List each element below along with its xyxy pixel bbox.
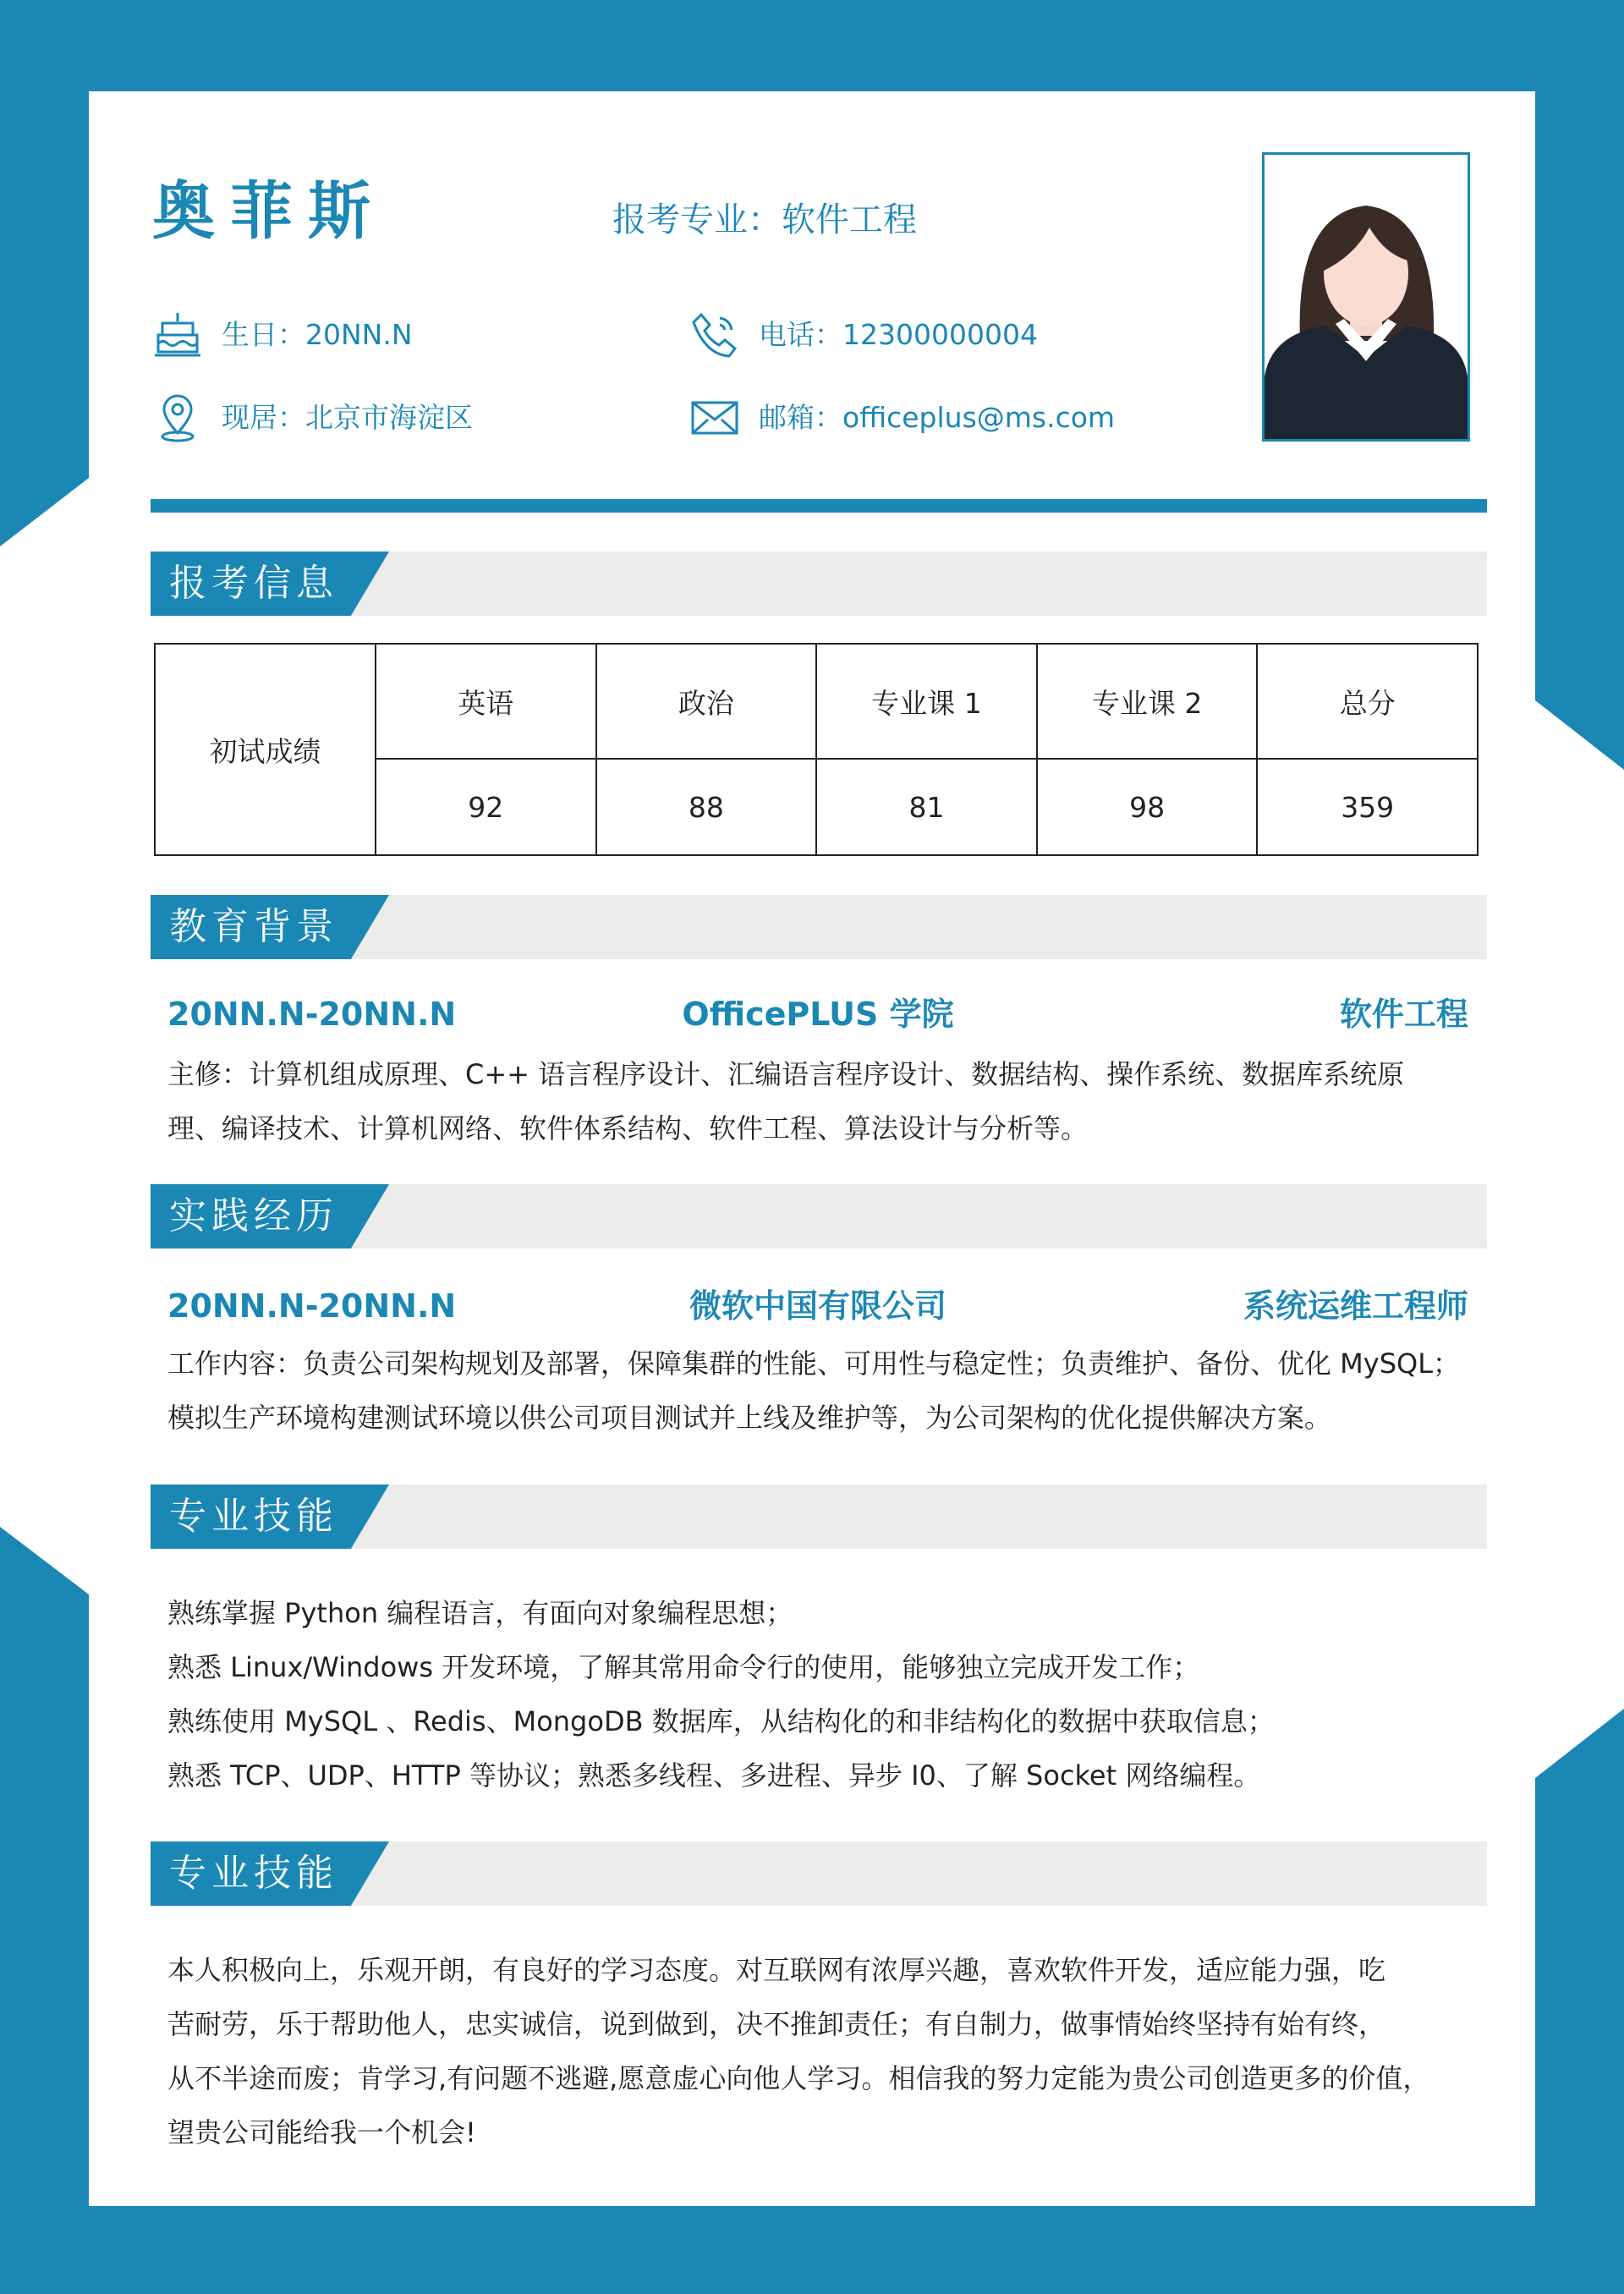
text-line: 主修：计算机组成原理、C++ 语言程序设计、汇编语言程序设计、数据结构、操作系统、数据库系统原: [167, 1058, 1405, 1090]
education-date: 20NN.N-20NN.N: [167, 996, 457, 1033]
education-major: 软件工程: [1339, 996, 1468, 1033]
location-item: [152, 392, 473, 443]
phone-item: [689, 310, 1038, 360]
practice-date: 20NN.N-20NN.N: [167, 1287, 457, 1325]
phone-text: 电话：12300000004: [759, 318, 1038, 351]
portrait-avatar: [1265, 155, 1468, 439]
section-header-practice: [151, 1184, 1487, 1249]
text-line: 理、编译技术、计算机网络、软件体系结构、软件工程、算法设计与分析等。: [167, 1112, 1089, 1144]
text-line: 从不半途而废；肯学习,有问题不逃避,愿意虚心向他人学习。相信我的努力定能为贵公司创造更多的价值，: [167, 2062, 1430, 2094]
candidate-name: 奥菲斯: [152, 175, 386, 248]
section-title: 专业技能: [169, 1852, 338, 1895]
section-header-exam: [151, 552, 1487, 616]
score-table: [154, 643, 1479, 856]
subject-header: 总分: [1257, 644, 1478, 759]
text-line: 望贵公司能给我一个机会!: [167, 2116, 476, 2149]
score-cell: 359: [1257, 759, 1478, 855]
row-label: 初试成绩: [155, 644, 376, 855]
cake-icon: [152, 310, 203, 360]
job-role: 系统运维工程师: [1243, 1287, 1468, 1325]
skill-line: 熟悉 Linux/Windows 开发环境，了解其常用命令行的使用，能够独立完成开发工作；: [167, 1651, 1200, 1683]
profile-photo: [1262, 152, 1470, 442]
score-cell: 98: [1037, 759, 1258, 855]
section-title: 专业技能: [169, 1495, 338, 1538]
score-cell: 88: [596, 759, 817, 855]
section-title: 实践经历: [169, 1194, 338, 1238]
text-line: 苦耐劳，乐于帮助他人，忠实诚信，说到做到，决不推卸责任；有自制力，做事情始终坚持有始有终，: [167, 2008, 1386, 2040]
skill-line: 熟练掌握 Python 编程语言，有面向对象编程思想；: [167, 1597, 793, 1629]
section-header-self-eval: [151, 1841, 1487, 1906]
subject-header: 英语: [376, 644, 596, 759]
practice-description: [167, 1336, 1474, 1445]
mail-icon: [689, 392, 740, 443]
birthday-text: 生日：20NN.N: [222, 318, 413, 351]
header-divider: [151, 499, 1487, 513]
education-entry: [167, 991, 1468, 1038]
applied-major: 报考专业：软件工程: [612, 200, 917, 239]
education-description: [167, 1047, 1474, 1155]
skill-line: 熟悉 TCP、UDP、HTTP 等协议；熟悉多线程、多进程、异步 I0、了解 Socket 网络编程。: [167, 1759, 1261, 1792]
subject-header: 政治: [596, 644, 817, 759]
text-line: 本人积极向上，乐观开朗，有良好的学习态度。对互联网有浓厚兴趣，喜欢软件开发，适应能力强，吃: [167, 1954, 1386, 1986]
subject-header: 专业课 2: [1037, 644, 1258, 759]
section-title: 教育背景: [169, 905, 338, 948]
email-text: 邮箱：officeplus@ms.com: [759, 401, 1116, 434]
location-pin-icon: [152, 392, 203, 443]
score-cell: 81: [816, 759, 1037, 855]
subject-header: 专业课 1: [816, 644, 1037, 759]
text-line: 模拟生产环境构建测试环境以供公司项目测试并上线及维护等，为公司架构的优化提供解决方案。: [167, 1402, 1332, 1434]
score-cell: 92: [376, 759, 596, 855]
phone-icon: [689, 310, 740, 360]
table-row: [155, 644, 1478, 759]
skill-line: 熟练使用 MySQL 、Redis、MongoDB 数据库，从结构化的和非结构化的数据中获取信息；: [167, 1705, 1275, 1737]
text-line: 工作内容：负责公司架构规划及部署，保障集群的性能、可用性与稳定性；负责维护、备份、优化 MySQL；: [167, 1347, 1461, 1380]
location-text: 现居：北京市海淀区: [222, 401, 473, 434]
self-evaluation: [167, 1943, 1474, 2160]
skills-list: [167, 1586, 1474, 1803]
company-name: 微软中国有限公司: [689, 1287, 946, 1325]
section-title: 报考信息: [169, 562, 338, 605]
section-header-education: [151, 895, 1487, 959]
school-name: OfficePLUS 学院: [682, 996, 954, 1033]
email-item: [689, 392, 1115, 443]
practice-entry: [167, 1282, 1468, 1330]
birthday-item: [152, 310, 413, 360]
section-header-skills: [151, 1485, 1487, 1549]
